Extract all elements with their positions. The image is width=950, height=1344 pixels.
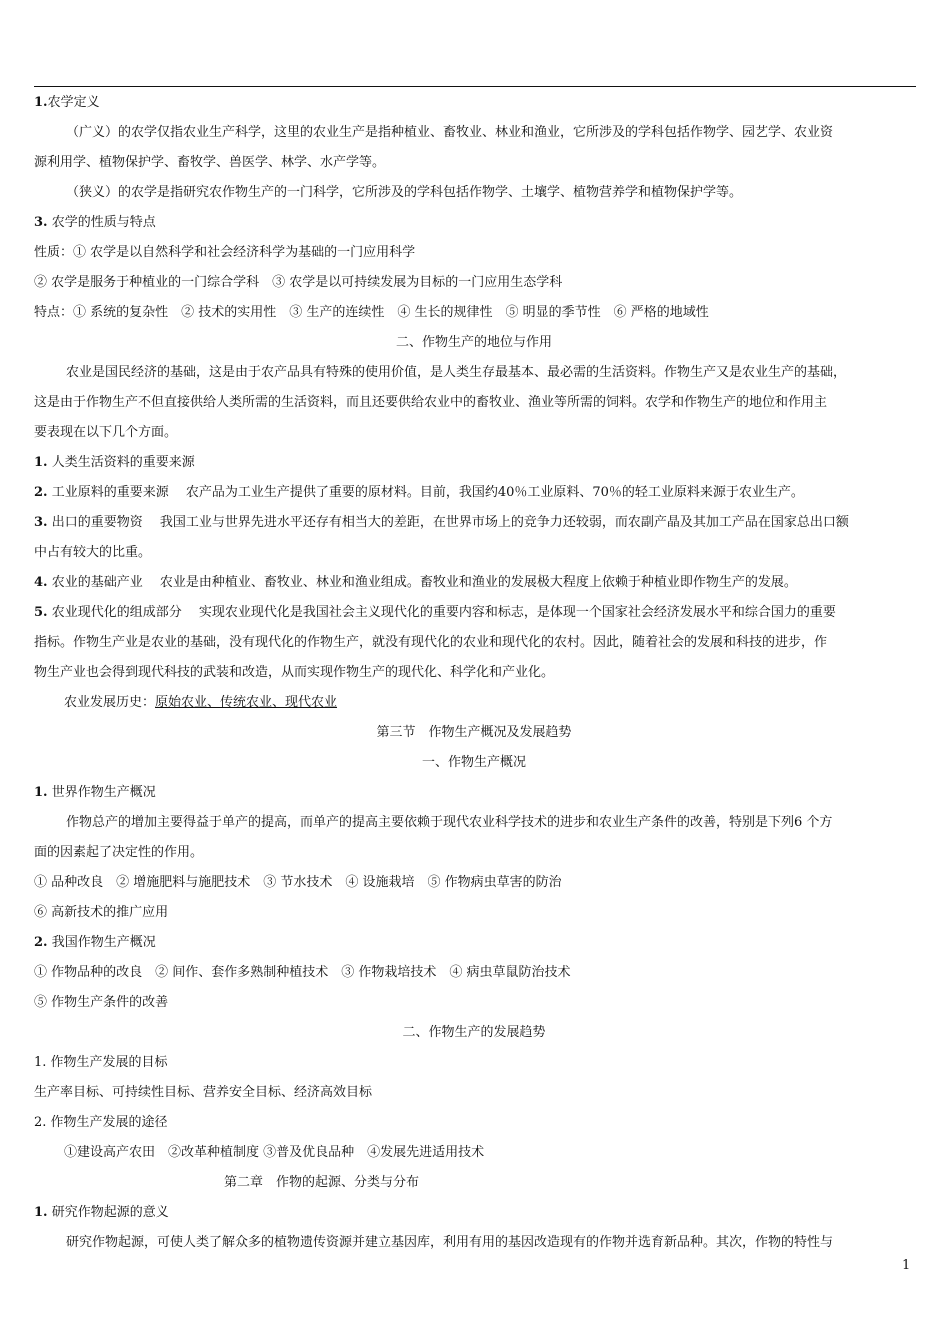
china-factors-line-1: ① 作物品种的改良 ② 间作、套作多熟制种植技术 ③ 作物栽培技术 ④ 病虫草鼠防治技术	[34, 965, 571, 980]
trend-goals-body: 生产率目标、可持续性目标、营养安全目标、经济高效目标	[34, 1085, 373, 1100]
china-factors-line-2: ⑤ 作物生产条件的改善	[34, 995, 169, 1010]
role-item-5-l2: 指标。作物生产业是农业的基础，没有现代化的作物生产，就没有现代化的农业和现代化的农村。因此，随着社会的发展和科技的进步，作	[34, 635, 828, 650]
paragraph-status-l2: 这是由于作物生产不但直接供给人类所需的生活资料，而且还要供给农业中的畜牧业、渔业等所需的饲料。农学和作物生产的地位和作用主	[34, 395, 828, 410]
paragraph-broad-definition-l1: （广义）的农学仅指农业生产科学，这里的农业生产是指种植业、畜牧业、林业和渔业，它所涉及的学科包括作物学、园艺学、农业资	[66, 125, 834, 140]
role-item-3-l2: 中占有较大的比重。	[34, 545, 152, 560]
section-heading-overview: 一、作物生产概况	[421, 755, 526, 770]
role-item-5-l1: 5. 农业现代化的组成部分 实现农业现代化是我国社会主义现代化的重要内容和标志，是体现一个国家社会经济发展水平和综合国力的重要	[34, 605, 836, 620]
paragraph-narrow-definition: （狭义）的农学是指研究农作物生产的一门科学，它所涉及的学科包括作物学、土壤学、植物营养学和植物保护学等。	[66, 185, 743, 200]
role-item-2: 2. 工业原料的重要来源 农产品为工业生产提供了重要的原材料。目前，我国约40％工业原料、70％的轻工业原料来源于农业生产。	[34, 485, 804, 500]
chapter-heading: 第二章 作物的起源、分类与分布	[224, 1175, 420, 1190]
section-heading-section3: 第三节 作物生产概况及发展趋势	[376, 725, 572, 740]
development-history-stages: 原始农业、传统农业、现代农业	[155, 695, 338, 710]
features-line: 特点：① 系统的复杂性 ② 技术的实用性 ③ 生产的连续性 ④ 生长的规律性 ⑤ 明显的季节性 ⑥ 严格的地域性	[34, 305, 709, 320]
heading-agronomy-definition: 1.农学定义	[34, 95, 100, 110]
heading-origin-significance: 1. 研究作物起源的意义	[34, 1205, 169, 1220]
nature-line-1: 性质：① 农学是以自然科学和社会经济科学为基础的一门应用科学	[34, 245, 416, 260]
nature-line-2: ② 农学是服务于种植业的一门综合学科 ③ 农学是以可持续发展为目标的一门应用生态学科	[34, 275, 563, 290]
section-heading-trend: 二、作物生产的发展趋势	[402, 1025, 546, 1040]
role-item-5-l3: 物生产业也会得到现代科技的武装和改造，从而实现作物生产的现代化、科学化和产业化。	[34, 665, 555, 680]
development-history-line: 农业发展历史：原始农业、传统农业、现代农业	[64, 695, 338, 710]
heading-world-production: 1. 世界作物生产概况	[34, 785, 156, 800]
heading-trend-approaches: 2. 作物生产发展的途径	[34, 1115, 168, 1130]
header-rule	[34, 86, 916, 87]
page-number: 1	[902, 1258, 911, 1273]
paragraph-broad-definition-l2: 源利用学、植物保护学、畜牧学、兽医学、林学、水产学等。	[34, 155, 386, 170]
heading-nature-features: 3. 农学的性质与特点	[34, 215, 156, 230]
section-heading-status: 二、作物生产的地位与作用	[395, 335, 552, 350]
role-item-1: 1. 人类生活资料的重要来源	[34, 455, 195, 470]
heading-china-production: 2. 我国作物生产概况	[34, 935, 156, 950]
trend-approaches-body: ①建设高产农田 ②改革种植制度 ③普及优良品种 ④发展先进适用技术	[64, 1145, 485, 1160]
heading-trend-goals: 1. 作物生产发展的目标	[34, 1055, 168, 1070]
paragraph-status-l1: 农业是国民经济的基础，这是由于农产品具有特殊的使用价值，是人类生存最基本、最必需的生活资料。作物生产又是农业生产的基础，	[66, 365, 847, 380]
paragraph-world-l1: 作物总产的增加主要得益于单产的提高，而单产的提高主要依赖于现代农业科学技术的进步和农业生产条件的改善，特别是下列6 个方	[66, 815, 833, 830]
world-factors-line-1: ① 品种改良 ② 增施肥料与施肥技术 ③ 节水技术 ④ 设施栽培 ⑤ 作物病虫草害的防治	[34, 875, 562, 890]
paragraph-status-l3: 要表现在以下几个方面。	[34, 425, 178, 440]
paragraph-origin: 研究作物起源，可使人类了解众多的植物遗传资源并建立基因库，利用有用的基因改造现有的作物并选育新品种。其次，作物的特性与	[66, 1235, 834, 1250]
role-item-3-l1: 3. 出口的重要物资 我国工业与世界先进水平还存有相当大的差距，在世界市场上的竞争力还较弱，而农副产晶及其加工产品在国家总出口额	[34, 515, 849, 530]
world-factors-line-2: ⑥ 高新技术的推广应用	[34, 905, 169, 920]
paragraph-world-l2: 面的因素起了决定性的作用。	[34, 845, 204, 860]
role-item-4: 4. 农业的基础产业 农业是由种植业、畜牧业、林业和渔业组成。畜牧业和渔业的发展极大程度上依赖于种植业即作物生产的发展。	[34, 575, 797, 590]
